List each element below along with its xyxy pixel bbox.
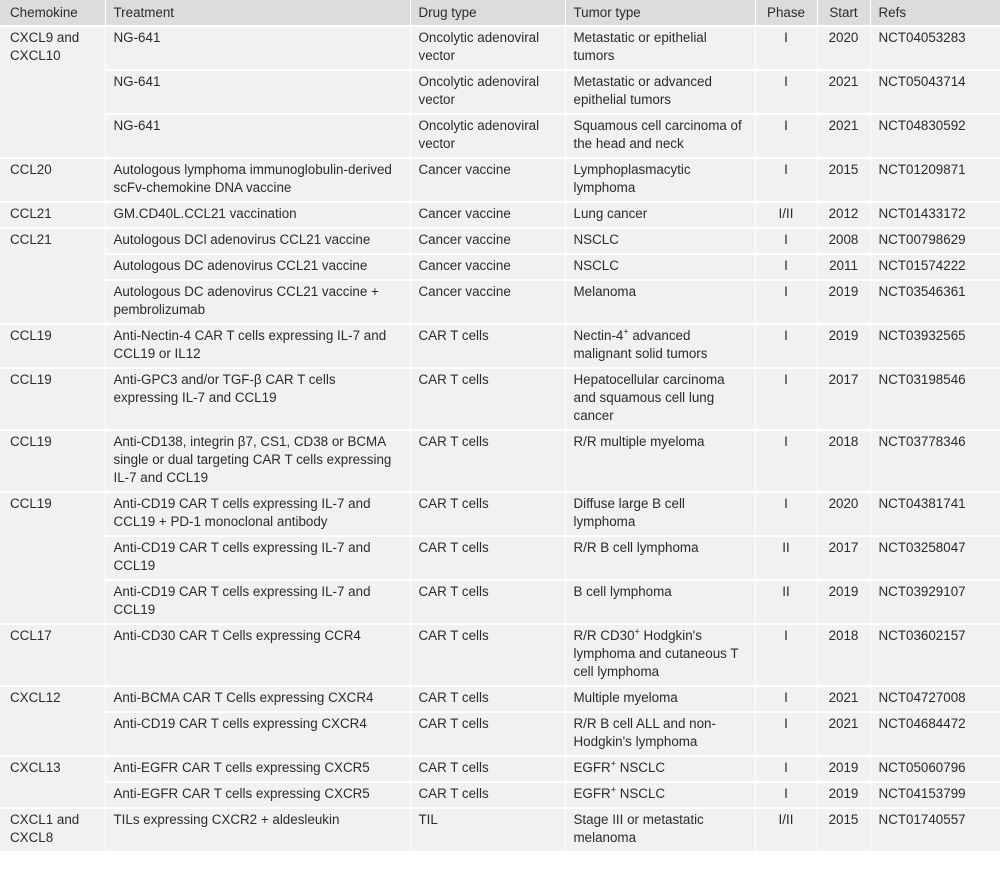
table-row (0, 492, 1000, 536)
drug-type-cell: CAR T cells (410, 580, 565, 624)
start-cell: 2019 (817, 324, 870, 368)
table-row (0, 536, 1000, 580)
start-cell: 2008 (817, 228, 870, 254)
tumor-type-superscript: + (610, 758, 616, 769)
table-row (0, 70, 1000, 114)
treatment-cell: Autologous DC adenovirus CCL21 vaccine + pembrolizumab (105, 280, 410, 324)
table-row (0, 580, 1000, 624)
treatment-cell: Anti-CD30 CAR T Cells expressing CCR4 (105, 624, 410, 686)
start-cell: 2020 (817, 492, 870, 536)
tumor-type-cell: R/R B cell ALL and non-Hodgkin's lymphoma (565, 712, 755, 756)
start-cell: 2019 (817, 782, 870, 808)
table-body (0, 26, 1000, 852)
tumor-type-rest: NSCLC (615, 786, 666, 801)
phase-cell: I/II (755, 808, 817, 852)
phase-cell: I (755, 228, 817, 254)
treatment-cell: Anti-Nectin-4 CAR T cells expressing IL-7 and CCL19 or IL12 (105, 324, 410, 368)
phase-cell: II (755, 536, 817, 580)
tumor-type-rest: Hodgkin's lymphoma and cutaneous T cell lymphoma (573, 628, 739, 679)
start-cell: 2017 (817, 536, 870, 580)
drug-type-cell: Cancer vaccine (410, 254, 565, 280)
refs-cell: NCT01433172 (870, 202, 1000, 228)
start-cell: 2018 (817, 624, 870, 686)
refs-cell: NCT01209871 (870, 158, 1000, 202)
table-row (0, 712, 1000, 756)
header-tumor-type: Tumor type (565, 0, 755, 26)
chemokine-cell: CXCL1 and CXCL8 (0, 808, 105, 852)
tumor-type-cell: Squamous cell carcinoma of the head and neck (565, 114, 755, 158)
tumor-type-cell (565, 782, 755, 808)
table-row (0, 368, 1000, 430)
refs-cell: NCT04053283 (870, 26, 1000, 70)
chemokine-cell: CCL19 (0, 368, 105, 430)
table-row (0, 114, 1000, 158)
treatment-cell: Anti-CD138, integrin β7, CS1, CD38 or BCMA single or dual targeting CAR T cells expressing IL-7 and CCL19 (105, 430, 410, 492)
tumor-type-cell: Hepatocellular carcinoma and squamous cell lung cancer (565, 368, 755, 430)
start-cell: 2021 (817, 686, 870, 712)
treatment-cell: TILs expressing CXCR2 + aldesleukin (105, 808, 410, 852)
table-row (0, 280, 1000, 324)
tumor-type-superscript: + (623, 326, 629, 337)
treatment-cell: Anti-GPC3 and/or TGF-β CAR T cells expressing IL-7 and CCL19 (105, 368, 410, 430)
drug-type-cell: CAR T cells (410, 368, 565, 430)
refs-cell: NCT04830592 (870, 114, 1000, 158)
refs-cell: NCT03932565 (870, 324, 1000, 368)
refs-cell: NCT05043714 (870, 70, 1000, 114)
drug-type-cell: CAR T cells (410, 430, 565, 492)
refs-cell: NCT03258047 (870, 536, 1000, 580)
treatment-cell: Anti-BCMA CAR T Cells expressing CXCR4 (105, 686, 410, 712)
tumor-type-cell (565, 624, 755, 686)
tumor-type-marker: EGFR (573, 760, 611, 775)
refs-cell: NCT03602157 (870, 624, 1000, 686)
treatment-cell: Autologous lymphoma immunoglobulin-derived scFv-chemokine DNA vaccine (105, 158, 410, 202)
refs-cell: NCT05060796 (870, 756, 1000, 782)
refs-cell: NCT01574222 (870, 254, 1000, 280)
treatment-cell: Anti-CD19 CAR T cells expressing IL-7 and CCL19 (105, 536, 410, 580)
table-row (0, 228, 1000, 254)
header-drug-type: Drug type (410, 0, 565, 26)
chemokine-cell: CCL21 (0, 202, 105, 228)
chemokine-cell: CXCL9 and CXCL10 (0, 26, 105, 158)
start-cell: 2021 (817, 70, 870, 114)
table-row (0, 624, 1000, 686)
tumor-type-cell: Melanoma (565, 280, 755, 324)
chemokine-cell: CXCL13 (0, 756, 105, 808)
refs-cell: NCT03778346 (870, 430, 1000, 492)
tumor-type-marker: R/R CD30 (573, 628, 635, 643)
phase-cell: I (755, 280, 817, 324)
phase-cell: I (755, 712, 817, 756)
tumor-type-cell: Diffuse large B cell lymphoma (565, 492, 755, 536)
tumor-type-cell: NSCLC (565, 254, 755, 280)
chemokine-cell: CCL20 (0, 158, 105, 202)
start-cell: 2021 (817, 114, 870, 158)
tumor-type-cell: Metastatic or epithelial tumors (565, 26, 755, 70)
start-cell: 2011 (817, 254, 870, 280)
refs-cell: NCT04381741 (870, 492, 1000, 536)
tumor-type-cell (565, 324, 755, 368)
tumor-type-rest: advanced malignant solid tumors (573, 328, 708, 361)
treatment-cell: NG-641 (105, 26, 410, 70)
table-row (0, 254, 1000, 280)
treatment-cell: Autologous DCl adenovirus CCL21 vaccine (105, 228, 410, 254)
table-row (0, 324, 1000, 368)
phase-cell: I (755, 26, 817, 70)
tumor-type-cell: NSCLC (565, 228, 755, 254)
phase-cell: I (755, 114, 817, 158)
table-row (0, 808, 1000, 852)
header-row (0, 0, 1000, 26)
drug-type-cell: Cancer vaccine (410, 202, 565, 228)
drug-type-cell: CAR T cells (410, 536, 565, 580)
refs-cell: NCT03198546 (870, 368, 1000, 430)
drug-type-cell: CAR T cells (410, 492, 565, 536)
treatment-cell: GM.CD40L.CCL21 vaccination (105, 202, 410, 228)
phase-cell: I (755, 368, 817, 430)
refs-cell: NCT04153799 (870, 782, 1000, 808)
treatment-cell: NG-641 (105, 70, 410, 114)
tumor-type-superscript: + (610, 784, 616, 795)
chemokine-cell: CCL17 (0, 624, 105, 686)
table-row (0, 430, 1000, 492)
phase-cell: I (755, 756, 817, 782)
start-cell: 2015 (817, 808, 870, 852)
phase-cell: I (755, 70, 817, 114)
start-cell: 2019 (817, 580, 870, 624)
table-row (0, 756, 1000, 782)
treatment-cell: Anti-EGFR CAR T cells expressing CXCR5 (105, 782, 410, 808)
table-row (0, 158, 1000, 202)
chemokine-cell: CCL19 (0, 430, 105, 492)
drug-type-cell: CAR T cells (410, 324, 565, 368)
tumor-type-marker: EGFR (573, 786, 611, 801)
treatment-cell: Autologous DC adenovirus CCL21 vaccine (105, 254, 410, 280)
chemokine-cell: CCL19 (0, 492, 105, 624)
refs-cell: NCT01740557 (870, 808, 1000, 852)
phase-cell: II (755, 580, 817, 624)
drug-type-cell: Oncolytic adenoviral vector (410, 114, 565, 158)
table-row (0, 782, 1000, 808)
drug-type-cell: Oncolytic adenoviral vector (410, 70, 565, 114)
phase-cell: I (755, 624, 817, 686)
header-chemokine: Chemokine (0, 0, 105, 26)
refs-cell: NCT04684472 (870, 712, 1000, 756)
header-phase: Phase (755, 0, 817, 26)
phase-cell: I (755, 158, 817, 202)
tumor-type-cell: Lymphoplasmacytic lymphoma (565, 158, 755, 202)
drug-type-cell: CAR T cells (410, 756, 565, 782)
chemokine-cell: CCL19 (0, 324, 105, 368)
chemokine-cell: CCL21 (0, 228, 105, 324)
header-refs: Refs (870, 0, 1000, 26)
start-cell: 2019 (817, 280, 870, 324)
tumor-type-superscript: + (634, 626, 640, 637)
drug-type-cell: TIL (410, 808, 565, 852)
start-cell: 2018 (817, 430, 870, 492)
drug-type-cell: Cancer vaccine (410, 228, 565, 254)
treatment-cell: Anti-CD19 CAR T cells expressing IL-7 and CCL19 + PD-1 monoclonal antibody (105, 492, 410, 536)
start-cell: 2017 (817, 368, 870, 430)
start-cell: 2012 (817, 202, 870, 228)
phase-cell: I (755, 686, 817, 712)
treatment-cell: Anti-CD19 CAR T cells expressing CXCR4 (105, 712, 410, 756)
table-row (0, 686, 1000, 712)
header-treatment: Treatment (105, 0, 410, 26)
drug-type-cell: CAR T cells (410, 624, 565, 686)
table-row (0, 202, 1000, 228)
tumor-type-rest: NSCLC (615, 760, 666, 775)
refs-cell: NCT04727008 (870, 686, 1000, 712)
chemokine-cell: CXCL12 (0, 686, 105, 756)
start-cell: 2015 (817, 158, 870, 202)
drug-type-cell: CAR T cells (410, 712, 565, 756)
tumor-type-cell: R/R B cell lymphoma (565, 536, 755, 580)
tumor-type-cell: R/R multiple myeloma (565, 430, 755, 492)
tumor-type-cell: Lung cancer (565, 202, 755, 228)
phase-cell: I/II (755, 202, 817, 228)
tumor-type-cell: Multiple myeloma (565, 686, 755, 712)
header-start: Start (817, 0, 870, 26)
tumor-type-cell: Stage III or metastatic melanoma (565, 808, 755, 852)
refs-cell: NCT03546361 (870, 280, 1000, 324)
phase-cell: I (755, 430, 817, 492)
tumor-type-cell: B cell lymphoma (565, 580, 755, 624)
drug-type-cell: Cancer vaccine (410, 280, 565, 324)
start-cell: 2019 (817, 756, 870, 782)
treatment-cell: Anti-EGFR CAR T cells expressing CXCR5 (105, 756, 410, 782)
refs-cell: NCT03929107 (870, 580, 1000, 624)
phase-cell: I (755, 324, 817, 368)
tumor-type-marker: Nectin-4 (573, 328, 624, 343)
drug-type-cell: Cancer vaccine (410, 158, 565, 202)
phase-cell: I (755, 782, 817, 808)
table-row (0, 26, 1000, 70)
tumor-type-cell (565, 756, 755, 782)
drug-type-cell: Oncolytic adenoviral vector (410, 26, 565, 70)
drug-type-cell: CAR T cells (410, 782, 565, 808)
refs-cell: NCT00798629 (870, 228, 1000, 254)
treatment-cell: Anti-CD19 CAR T cells expressing IL-7 and CCL19 (105, 580, 410, 624)
start-cell: 2021 (817, 712, 870, 756)
phase-cell: I (755, 492, 817, 536)
phase-cell: I (755, 254, 817, 280)
drug-type-cell: CAR T cells (410, 686, 565, 712)
tumor-type-cell: Metastatic or advanced epithelial tumors (565, 70, 755, 114)
treatment-cell: NG-641 (105, 114, 410, 158)
start-cell: 2020 (817, 26, 870, 70)
